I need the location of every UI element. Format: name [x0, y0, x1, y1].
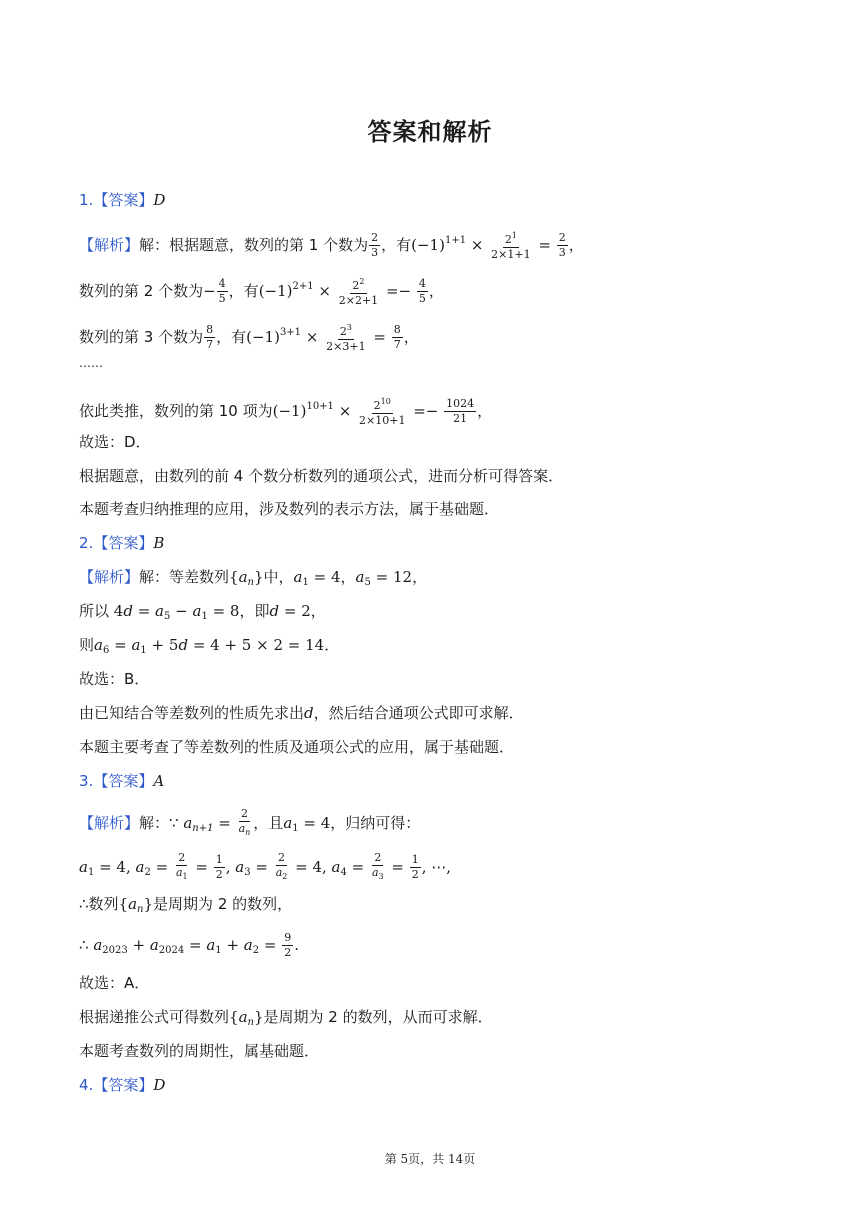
q2-text: 中， [263, 568, 294, 586]
formula: $(-1)^{10+1}$ × [272, 401, 357, 420]
q1-text: 数列的第 2 个数为 [79, 282, 204, 300]
q2-answer-line [79, 532, 164, 554]
q1-choose: 故选：D． [79, 433, 151, 451]
q2-analysis-line2: 所以 $4d = a_5 - a_1 = 8$，即d = 2， [79, 602, 326, 622]
answer-label: 【答案】 [93, 1076, 154, 1094]
q4-answer-value: D [153, 1076, 166, 1094]
fraction: $\frac{2^3}{2\times 3+1}$ [326, 323, 366, 353]
q2-text: 所以 [79, 602, 114, 620]
q3-number: 3. [79, 772, 94, 790]
q1-text: ，有 [216, 328, 247, 346]
fraction: $\frac{1}{2}$ [411, 853, 419, 881]
analysis-label: 【解析】 [79, 568, 140, 586]
q2-choose: 故选：B． [79, 670, 150, 688]
q3-text: 是周期为 2 的数列，从而可求解． [263, 1008, 493, 1026]
formula: $(-1)^{3+1}$ × [246, 327, 324, 346]
q1-number: 1. [79, 191, 94, 209]
q1-analysis-line2: 数列的第 2 个数为− $\frac{4}{5}$ ，有$(-1)^{2+1}$ × $\frac{2^2}{2\times 2+1}$ =− $\frac{4}{5}$ ， [79, 277, 444, 307]
q2-text: ，即 [239, 602, 270, 620]
formula: $(-1)^{2+1}$ × [258, 281, 336, 300]
formula: $a_{2023} + a_{2024} = a_1 + a_2$ = [93, 936, 282, 956]
q2-analysis-line3: 则$a_6 = a_1 + 5d = 4 + 5 \times 2 = 14$． [79, 636, 340, 656]
q1-analysis-line1: 【解析】解：根据题意，数列的第 1 个数为 $\frac{2}{3}$ ，有$(-1)^{1+1}$ × $\frac{2^1}{2\times 1+1}$ = $\frac{2}{3}$ ， [79, 231, 584, 261]
fraction: $\frac{2}{a_2}$ [275, 851, 288, 881]
q2-summary1: 由已知结合等差数列的性质先求出d，然后结合通项公式即可求解． [79, 704, 524, 722]
q3-answer-value: A [153, 772, 165, 790]
fraction: $\frac{2}{a_1}$ [175, 851, 188, 881]
answer-label: 【答案】 [93, 534, 154, 552]
q3-analysis-line3 [79, 893, 292, 921]
q3-analysis-line4: ∴ $a_{2023} + a_{2024} = a_1 + a_2$ = $\frac{9}{2}$ . [79, 931, 299, 959]
q1-analysis-line5: 依此类推，数列的第 10 项为$(-1)^{10+1}$ × $\frac{2^{10}}{2\times 10+1}$ =− $\frac{1024}{21}$ ， [79, 397, 493, 427]
fraction: $\frac{9}{2}$ [284, 931, 292, 959]
q3-choose: 故选：A． [79, 974, 150, 992]
q3-answer-line [79, 770, 164, 792]
q1-answer-line [79, 189, 165, 211]
fraction: $\frac{2}{3}$ [371, 231, 379, 259]
formula: $a_1 = 4$, $a_2$ = [79, 858, 173, 878]
q4-answer-line [79, 1074, 165, 1096]
answer-label: 【答案】 [93, 772, 154, 790]
q1-text: 解：根据题意，数列的第 1 个数为 [139, 236, 369, 254]
q2-text: 则 [79, 636, 95, 654]
q1-text: 依此类推，数列的第 10 项为 [79, 402, 273, 420]
formula: $(-1)^{1+1}$ × [411, 235, 489, 254]
q3-analysis-line2: $a_1 = 4$, $a_2$ = $\frac{2}{a_1}$ = $\frac{1}{2}$ , $a_3$ = $\frac{2}{a_2}$ = 4, $a_4$ = $\frac{2}{a_3}$ = $\frac{1}{2}$ , ⋯, [79, 851, 452, 881]
formula: = [533, 236, 556, 254]
q3-text: ，且 [253, 814, 284, 832]
q4-number: 4. [79, 1076, 94, 1094]
formula: $\{a_n\}$ [118, 895, 154, 915]
q3-text: ∴数列 [79, 895, 119, 913]
fraction: $\frac{4}{5}$ [418, 277, 426, 305]
q3-summary2: 本题考查数列的周期性，属基础题． [79, 1042, 320, 1060]
formula: $a_1 = 4$ [283, 814, 331, 834]
q1-text: ，有 [228, 282, 259, 300]
q2-number: 2. [79, 534, 94, 552]
q2-answer-value: B [153, 534, 165, 552]
formula: d = 2 [269, 602, 311, 620]
page-title: 答案和解析 [367, 118, 493, 146]
q2-text: 由已知结合等差数列的性质先求出 [79, 704, 305, 722]
formula: $a_{n+1}$ = [183, 814, 236, 834]
q3-text: 解：∵ [139, 814, 184, 832]
q2-summary2: 本题主要考查了等差数列的性质及通项公式的应用，属于基础题． [79, 738, 515, 756]
fraction: $\frac{2^{10}}{2\times 10+1}$ [359, 397, 406, 427]
fraction: $\frac{8}{7}$ [393, 323, 401, 351]
fraction: $\frac{1024}{21}$ [446, 397, 475, 425]
q1-text: 数列的第 3 个数为 [79, 328, 204, 346]
q1-analysis-line3: 数列的第 3 个数为 $\frac{8}{7}$ ，有$(-1)^{3+1}$ × $\frac{2^3}{2\times 3+1}$ = $\frac{8}{7}$ ， [79, 323, 419, 353]
fraction: $\frac{8}{7}$ [206, 323, 214, 351]
fraction: $\frac{2^1}{2\times 1+1}$ [491, 231, 531, 261]
q3-text: ，归纳可得： [330, 814, 421, 832]
q1-text: ，有 [381, 236, 412, 254]
q2-analysis-line1: 【解析】解：等差数列$\{a_n\}$中，$a_1 = 4$，$a_5 = 12$， [79, 568, 428, 588]
fraction: $\frac{4}{5}$ [218, 277, 226, 305]
formula: $a_6 = a_1 + 5d = 4 + 5 \times 2 = 14$ [94, 636, 325, 656]
formula: $\{a_n\}$ [229, 1008, 264, 1028]
q3-text: ∴ [79, 936, 94, 954]
q1-answer-value: D [153, 191, 166, 209]
analysis-label: 【解析】 [79, 814, 140, 832]
answer-label: 【答案】 [93, 191, 154, 209]
analysis-label: 【解析】 [79, 236, 140, 254]
fraction: $\frac{2}{a_n}$ [238, 807, 251, 837]
q2-text: 解：等差数列 [139, 568, 230, 586]
fraction: $\frac{2}{a_3}$ [371, 851, 384, 881]
formula: $a_1 = 4$ [293, 568, 341, 588]
q3-analysis-line1 [79, 808, 420, 840]
q3-text: 根据递推公式可得数列 [79, 1008, 230, 1026]
fraction: $\frac{2^2}{2\times 2+1}$ [338, 277, 379, 307]
q1-summary1: 根据题意，由数列的前 4 个数分析数列的通项公式，进而分析可得答案． [79, 467, 564, 485]
formula: $4d = a_5 - a_1 = 8$ [113, 602, 240, 622]
q3-text: 是周期为 2 的数列， [153, 895, 293, 913]
page-footer: 第 5页，共 14页 [384, 1152, 476, 1166]
q1-summary2: 本题考查归纳推理的应用，涉及数列的表示方法，属于基础题． [79, 500, 500, 518]
q2-text: ，然后结合通项公式即可求解． [313, 704, 524, 722]
q1-ellipsis: …… [79, 356, 103, 370]
formula: $\{a_n\}$ [229, 568, 264, 588]
fraction: $\frac{2}{3}$ [558, 231, 566, 259]
formula: $a_5 = 12$ [355, 568, 413, 588]
q3-summary1 [79, 1006, 493, 1034]
fraction: $\frac{1}{2}$ [215, 853, 223, 881]
